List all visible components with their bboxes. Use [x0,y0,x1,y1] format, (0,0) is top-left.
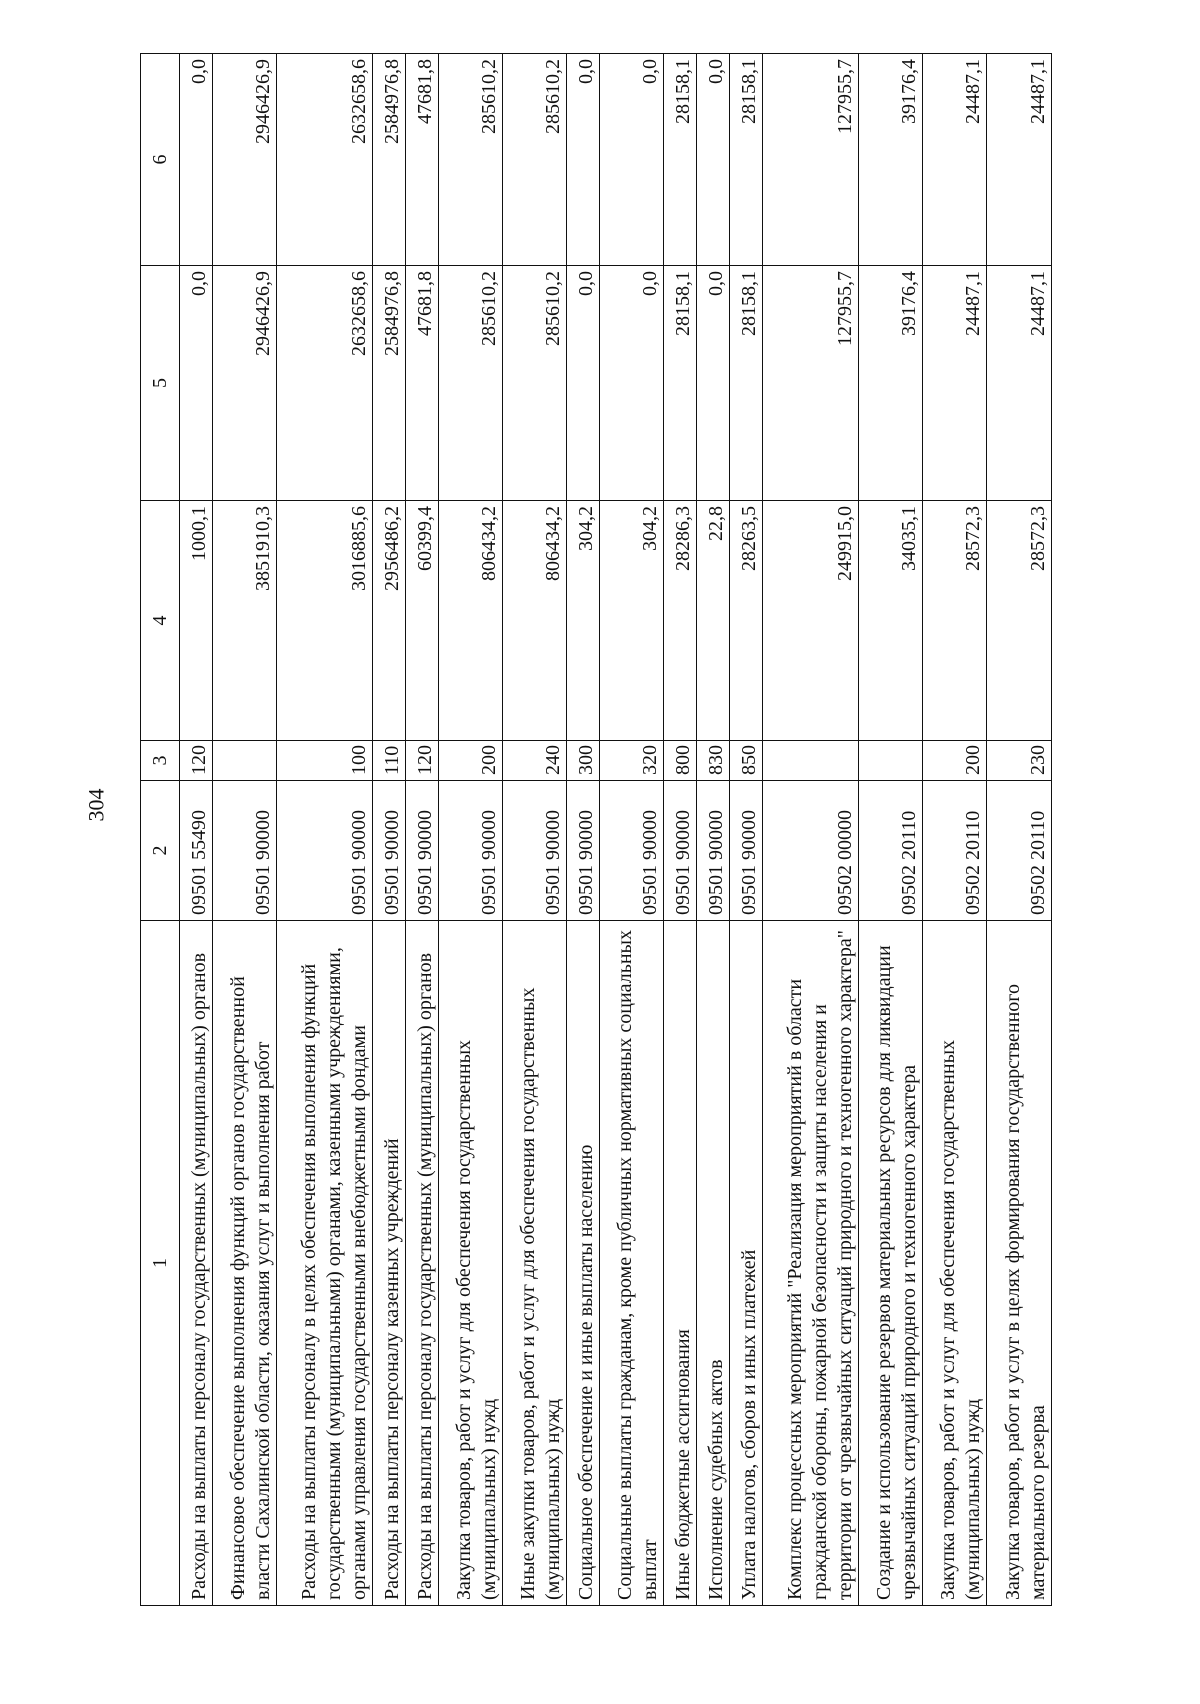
row-value-col5: 285610,2 [502,266,566,501]
row-value-col5: 0,0 [697,266,730,501]
row-target-code: 09502 20110 [923,781,987,921]
row-expense-type: 200 [438,741,502,781]
row-target-code: 09502 20110 [858,781,922,921]
row-value-col4: 28572,3 [987,501,1052,741]
column-header-4: 4 [141,501,180,741]
row-value-col6: 0,0 [567,54,600,266]
row-description: Финансовое обеспечение выполнения функций органов государственной власти Сахалинской области, оказания услуг и выполнения работ [212,921,276,1606]
table-row [277,54,373,1606]
row-value-col4: 3016885,6 [277,501,373,741]
row-expense-type: 110 [373,741,406,781]
row-value-col6: 127955,7 [762,54,858,266]
row-value-col6: 28158,1 [664,54,697,266]
row-expense-type: 120 [405,741,438,781]
row-expense-type: 200 [923,741,987,781]
row-target-code: 09502 00000 [762,781,858,921]
row-target-code: 09501 90000 [405,781,438,921]
row-value-col4: 22,8 [697,501,730,741]
rotated-table-wrapper [140,54,1200,1654]
row-value-col5: 2584976,8 [373,266,406,501]
column-header-1: 1 [141,921,180,1606]
row-expense-type: 230 [987,741,1052,781]
row-target-code: 09501 90000 [600,781,664,921]
table-row [212,54,276,1606]
row-value-col6: 285610,2 [502,54,566,266]
row-description: Расходы на выплаты персоналу в целях обеспечения выполнения функций государственными (муниципальными) органами, казенными учреждениями, органами управления государственными внебюджетными фондами [277,921,373,1606]
row-target-code: 09501 90000 [697,781,730,921]
row-description: Иные бюджетные ассигнования [664,921,697,1606]
row-target-code: 09501 90000 [567,781,600,921]
column-header-2: 2 [141,781,180,921]
row-description: Расходы на выплаты персоналу казенных учреждений [373,921,406,1606]
table-row [180,54,213,1606]
row-value-col5: 285610,2 [438,266,502,501]
row-value-col5: 24487,1 [987,266,1052,501]
row-description: Исполнение судебных актов [697,921,730,1606]
row-value-col4: 60399,4 [405,501,438,741]
row-expense-type: 100 [277,741,373,781]
row-value-col6: 2584976,8 [373,54,406,266]
column-header-3: 3 [141,741,180,781]
row-description: Социальное обеспечение и иные выплаты населению [567,921,600,1606]
header-row [141,54,180,1606]
row-description: Комплекс процессных мероприятий "Реализация мероприятий в области гражданской обороны, пожарной безопасности и защиты населения и территории от чрезвычайных ситуаций природного и техногенного характера" [762,921,858,1606]
row-target-code: 09501 90000 [373,781,406,921]
row-value-col6: 24487,1 [987,54,1052,266]
row-target-code: 09501 90000 [212,781,276,921]
row-target-code: 09501 90000 [664,781,697,921]
row-value-col6: 2946426,9 [212,54,276,266]
row-value-col4: 28572,3 [923,501,987,741]
row-value-col4: 1000,1 [180,501,213,741]
row-value-col6: 47681,8 [405,54,438,266]
row-description: Социальные выплаты гражданам, кроме публичных нормативных социальных выплат [600,921,664,1606]
row-value-col4: 2956486,2 [373,501,406,741]
row-expense-type: 830 [697,741,730,781]
row-value-col5: 28158,1 [730,266,763,501]
row-value-col6: 0,0 [180,54,213,266]
row-value-col6: 28158,1 [730,54,763,266]
table-row [502,54,566,1606]
row-value-col4: 806434,2 [502,501,566,741]
row-expense-type: 240 [502,741,566,781]
row-value-col4: 249915,0 [762,501,858,741]
row-description: Закупка товаров, работ и услуг в целях формирования государственного материального резерва [987,921,1052,1606]
row-expense-type: 120 [180,741,213,781]
table-row [923,54,987,1606]
row-description: Уплата налогов, сборов и иных платежей [730,921,763,1606]
row-value-col4: 3851910,3 [212,501,276,741]
row-value-col4: 28263,5 [730,501,763,741]
row-value-col6: 2632658,6 [277,54,373,266]
row-value-col5: 0,0 [600,266,664,501]
row-description: Закупка товаров, работ и услуг для обеспечения государственных (муниципальных) нужд [438,921,502,1606]
row-target-code: 09501 55490 [180,781,213,921]
row-value-col5: 2632658,6 [277,266,373,501]
row-description: Создание и использование резервов материальных ресурсов для ликвидации чрезвычайных ситуаций природного и техногенного характера [858,921,922,1606]
row-value-col6: 0,0 [600,54,664,266]
table-row [600,54,664,1606]
row-value-col5: 127955,7 [762,266,858,501]
row-description: Закупка товаров, работ и услуг для обеспечения государственных (муниципальных) нужд [923,921,987,1606]
page-number: 304 [83,788,109,822]
table-row [762,54,858,1606]
row-value-col5: 0,0 [180,266,213,501]
row-expense-type: 850 [730,741,763,781]
row-value-col5: 28158,1 [664,266,697,501]
row-value-col6: 39176,4 [858,54,922,266]
row-value-col4: 34035,1 [858,501,922,741]
row-description: Расходы на выплаты персоналу государственных (муниципальных) органов [405,921,438,1606]
row-value-col5: 0,0 [567,266,600,501]
row-target-code: 09501 90000 [277,781,373,921]
table-row [987,54,1052,1606]
row-target-code: 09501 90000 [502,781,566,921]
table-row [664,54,697,1606]
row-expense-type [762,741,858,781]
row-value-col4: 304,2 [600,501,664,741]
column-header-5: 5 [141,266,180,501]
row-expense-type: 300 [567,741,600,781]
budget-table [140,53,1052,1606]
row-expense-type [858,741,922,781]
table-row [373,54,406,1606]
row-description: Расходы на выплаты персоналу государственных (муниципальных) органов [180,921,213,1606]
row-target-code: 09501 90000 [438,781,502,921]
table-row [697,54,730,1606]
row-value-col4: 806434,2 [438,501,502,741]
row-value-col5: 39176,4 [858,266,922,501]
row-value-col4: 304,2 [567,501,600,741]
row-expense-type: 320 [600,741,664,781]
row-expense-type: 800 [664,741,697,781]
row-target-code: 09502 20110 [987,781,1052,921]
row-value-col6: 0,0 [697,54,730,266]
row-value-col5: 47681,8 [405,266,438,501]
table-row [730,54,763,1606]
table-row [438,54,502,1606]
row-value-col5: 2946426,9 [212,266,276,501]
row-target-code: 09501 90000 [730,781,763,921]
row-description: Иные закупки товаров, работ и услуг для обеспечения государственных (муниципальных) нужд [502,921,566,1606]
row-value-col5: 24487,1 [923,266,987,501]
table-row [858,54,922,1606]
row-value-col6: 285610,2 [438,54,502,266]
table-row [567,54,600,1606]
column-header-6: 6 [141,54,180,266]
row-expense-type [212,741,276,781]
table-row [405,54,438,1606]
row-value-col6: 24487,1 [923,54,987,266]
row-value-col4: 28286,3 [664,501,697,741]
